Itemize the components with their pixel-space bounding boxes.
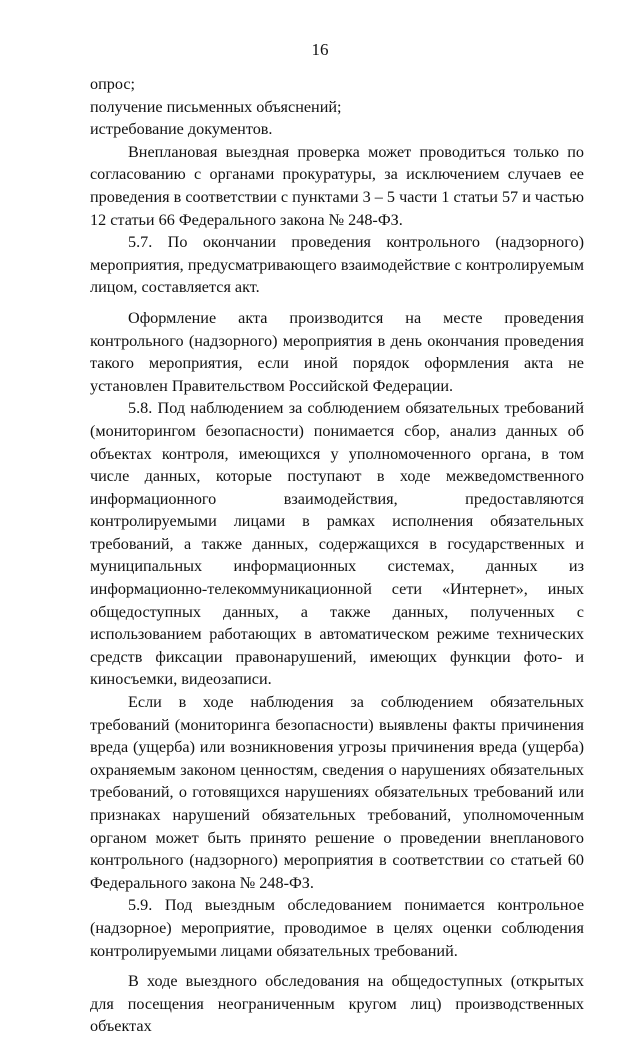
paragraph-unscheduled-inspection: Внеплановая выездная проверка может проводиться только по согласованию с органами прокуратуры, за исключением случаев ее проведения в соответствии с пунктами 3 – 5 части 1 статьи 57 и частью 12 статьи 66 Федерального закона № 248-ФЗ.	[90, 142, 584, 229]
list-item-document-request: истребование документов.	[90, 120, 273, 139]
page-number: 16	[311, 40, 329, 59]
paragraph-5-9: 5.9. Под выездным обследованием понимается контрольное (надзорное) мероприятие, проводимое в целях оценки соблюдения контролируемыми лицами обязательных требований.	[90, 896, 584, 960]
paragraph-5-8: 5.8. Под наблюдением за соблюдением обязательных требований (мониторингом безопасности) понимается сбор, анализ данных об объектах контроля, имеющихся у уполномоченного органа, в том числе данных, которые поступают в ходе межведомственного информационного взаимодействия, предоставляются контролируемыми лицами в рамках исполнения обязательных требований, а также данных, содержащихся в государственных и муниципальных информационных системах, данных из информационно-телекоммуникационной сети «Интернет», иных общедоступных данных, а также данных, полученных с использованием работающих в автоматическом режиме технических средств фиксации правонарушений, имеющих функции фото- и киносъемки, видеозаписи.	[90, 399, 584, 689]
paragraph-act-drafting: Оформление акта производится на месте проведения контрольного (надзорного) мероприятия в день окончания проведения такого мероприятия, если иной порядок оформления акта не установлен Правительством Российской Федерации.	[90, 308, 584, 395]
paragraph-5-7: 5.7. По окончании проведения контрольного (надзорного) мероприятия, предусматривающего взаимодействие с контролируемым лицом, составляется акт.	[90, 233, 584, 297]
paragraph-monitoring-findings: Если в ходе наблюдения за соблюдением обязательных требований (мониторинга безопасности) выявлены факты причинения вреда (ущерба) или возникновения угрозы причинения вреда (ущерба) охраняемым законом ценностям, сведения о нарушениях обязательных требований, о готовящихся нарушениях обязательных требований или признаках нарушений обязательных требований, уполномоченным органом может быть принято решение о проведении внепланового контрольного (надзорного) мероприятия в соответствии со статьей 60 Федерального закона № 248-ФЗ.	[90, 693, 584, 892]
document-body	[90, 73, 584, 1038]
paragraph-field-survey: В ходе выездного обследования на общедоступных (открытых для посещения неограниченным кругом лиц) производственных объектах	[90, 972, 584, 1036]
list-item-written-explanations: получение письменных объяснений;	[90, 97, 342, 116]
list-item-survey: опрос;	[90, 75, 136, 93]
